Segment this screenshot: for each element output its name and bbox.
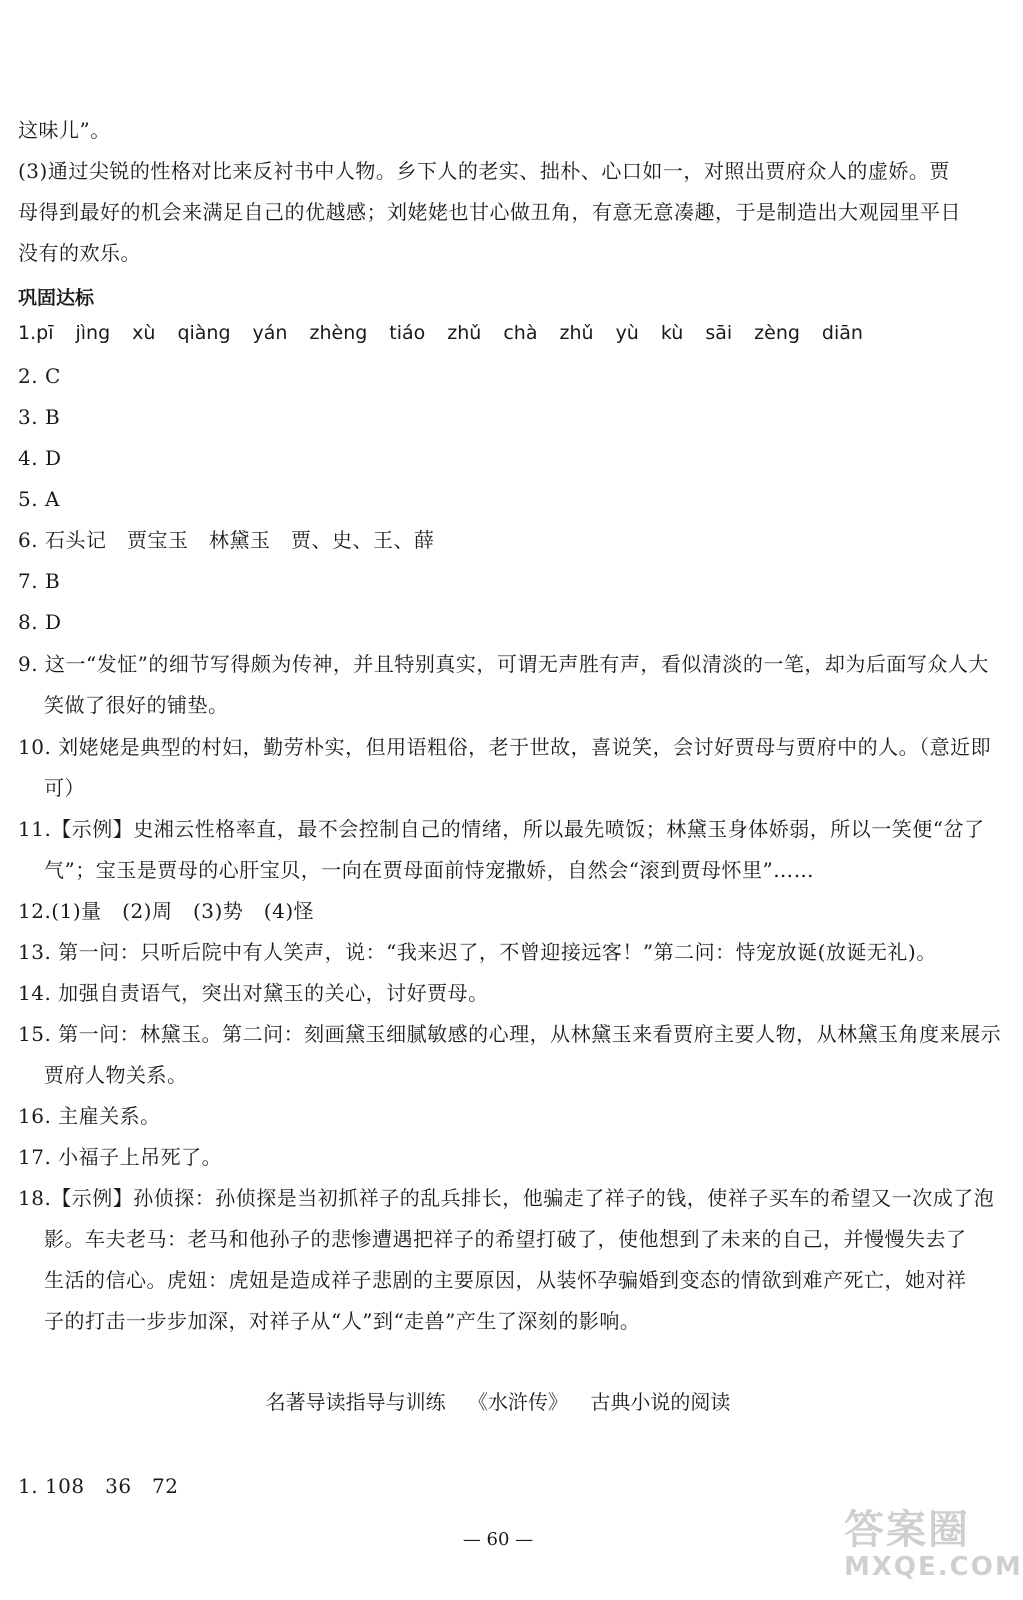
answer-17: 17. 小福子上吊死了。: [18, 1145, 223, 1169]
answer-10-line-2: 可）: [44, 776, 85, 800]
answer-18-line-2: 影。车夫老马：老马和他孙子的悲惨遭遇把祥子的希望打破了，使他想到了未来的自己，并慢慢失去了: [44, 1227, 967, 1251]
answer-18-line-1: 18.【示例】孙侦探：孙侦探是当初抓祥子的乱兵排长，他骗走了祥子的钱，使祥子买车的希望又一次成了泡: [18, 1186, 995, 1210]
answer-9-line-1: 9. 这一“发怔”的细节写得颇为传神，并且特别真实，可谓无声胜有声，看似清淡的一笔，却为后面写众人大: [18, 652, 989, 676]
pinyin-item: zhǔ: [559, 322, 594, 344]
pinyin-item: sāi: [705, 322, 733, 344]
answer-4: 4. D: [18, 446, 62, 470]
answer-8: 8. D: [18, 610, 62, 634]
pinyin-item: xù: [132, 322, 156, 344]
answer-6: 6. 石头记 贾宝玉 林黛玉 贾、史、王、薛: [18, 528, 435, 552]
paragraph-line: 没有的欢乐。: [18, 241, 141, 265]
watermark-top-text: 答案圈: [844, 1507, 970, 1553]
answer-7: 7. B: [18, 569, 61, 593]
answer-16: 16. 主雇关系。: [18, 1104, 161, 1128]
heading-part-subtitle: 古典小说的阅读: [590, 1390, 731, 1414]
pinyin-item: pī: [36, 322, 54, 344]
answer-18-line-4: 子的打击一步步加深，对祥子从“人”到“走兽”产生了深刻的影响。: [44, 1309, 641, 1333]
answer-15-line-2: 贾府人物关系。: [44, 1063, 188, 1087]
pinyin-item: jìng: [75, 322, 111, 344]
watermark-logo: [844, 1507, 1023, 1588]
heading-part-book: 《水浒传》: [468, 1390, 568, 1414]
pinyin-item: qiàng: [177, 322, 231, 344]
pinyin-prefix: 1.: [18, 322, 37, 344]
pinyin-item: chà: [503, 322, 538, 344]
page-number: — 60 —: [462, 1529, 534, 1550]
pinyin-item: yù: [615, 322, 639, 344]
answer-10-line-1: 10. 刘姥姥是典型的村妇，勤劳朴实，但用语粗俗，老于世故，喜说笑，会讨好贾母与贾府中的人。（意近即: [18, 735, 992, 759]
answer-15-line-1: 15. 第一问：林黛玉。第二问：刻画黛玉细腻敏感的心理，从林黛玉来看贾府主要人物，从林黛玉角度来展示: [18, 1022, 1002, 1046]
answer-9-line-2: 笑做了很好的铺垫。: [44, 693, 229, 717]
pinyin-item: kù: [660, 322, 684, 344]
answer-12: 12.(1)量 (2)周 (3)势 (4)怪: [18, 899, 315, 923]
pinyin-item: zhèng: [309, 322, 368, 344]
answer-5: 5. A: [18, 487, 60, 511]
pinyin-item: zèng: [754, 322, 800, 344]
answer-3: 3. B: [18, 405, 61, 429]
heading-part-title: 名著导读指导与训练: [265, 1390, 446, 1414]
bottom-answer-1: 1. 108 36 72: [18, 1474, 179, 1498]
paragraph-line: 母得到最好的机会来满足自己的优越感；刘姥姥也甘心做丑角，有意无意凑趣，于是制造出大观园里平日: [18, 200, 961, 224]
watermark-bottom-text: MXQE.COM: [844, 1552, 1023, 1582]
pinyin-item: diān: [821, 322, 863, 344]
pinyin-item: tiáo: [389, 322, 426, 344]
pinyin-item: yán: [252, 322, 288, 344]
answer-11-line-1: 11.【示例】史湘云性格率直，最不会控制自己的情绪，所以最先喷饭；林黛玉身体娇弱，所以一笑便“岔了: [18, 817, 985, 841]
pinyin-item: zhǔ: [447, 322, 482, 344]
answer-14: 14. 加强自责语气，突出对黛玉的关心，讨好贾母。: [18, 981, 489, 1005]
answer-18-line-3: 生活的信心。虎妞：虎妞是造成祥子悲剧的主要原因，从装怀孕骗婚到变态的情欲到难产死亡，她对祥: [44, 1268, 967, 1292]
chapter-heading: [0, 1388, 996, 1416]
answer-2: 2. C: [18, 364, 61, 388]
pinyin-answer-row: [18, 319, 885, 347]
answer-13: 13. 第一问：只听后院中有人笑声，说：“我来迟了，不曾迎接远客！”第二问：恃宠放诞(放诞无礼)。: [18, 940, 937, 964]
paragraph-line: 这味儿”。: [18, 118, 111, 142]
answer-11-line-2: 气”；宝玉是贾母的心肝宝贝，一向在贾母面前恃宠撒娇，自然会“滚到贾母怀里”……: [44, 858, 815, 882]
section-title: 巩固达标: [18, 287, 95, 309]
paragraph-line: (3)通过尖锐的性格对比来反衬书中人物。乡下人的老实、拙朴、心口如一，对照出贾府众人的虚娇。贾: [18, 159, 950, 183]
